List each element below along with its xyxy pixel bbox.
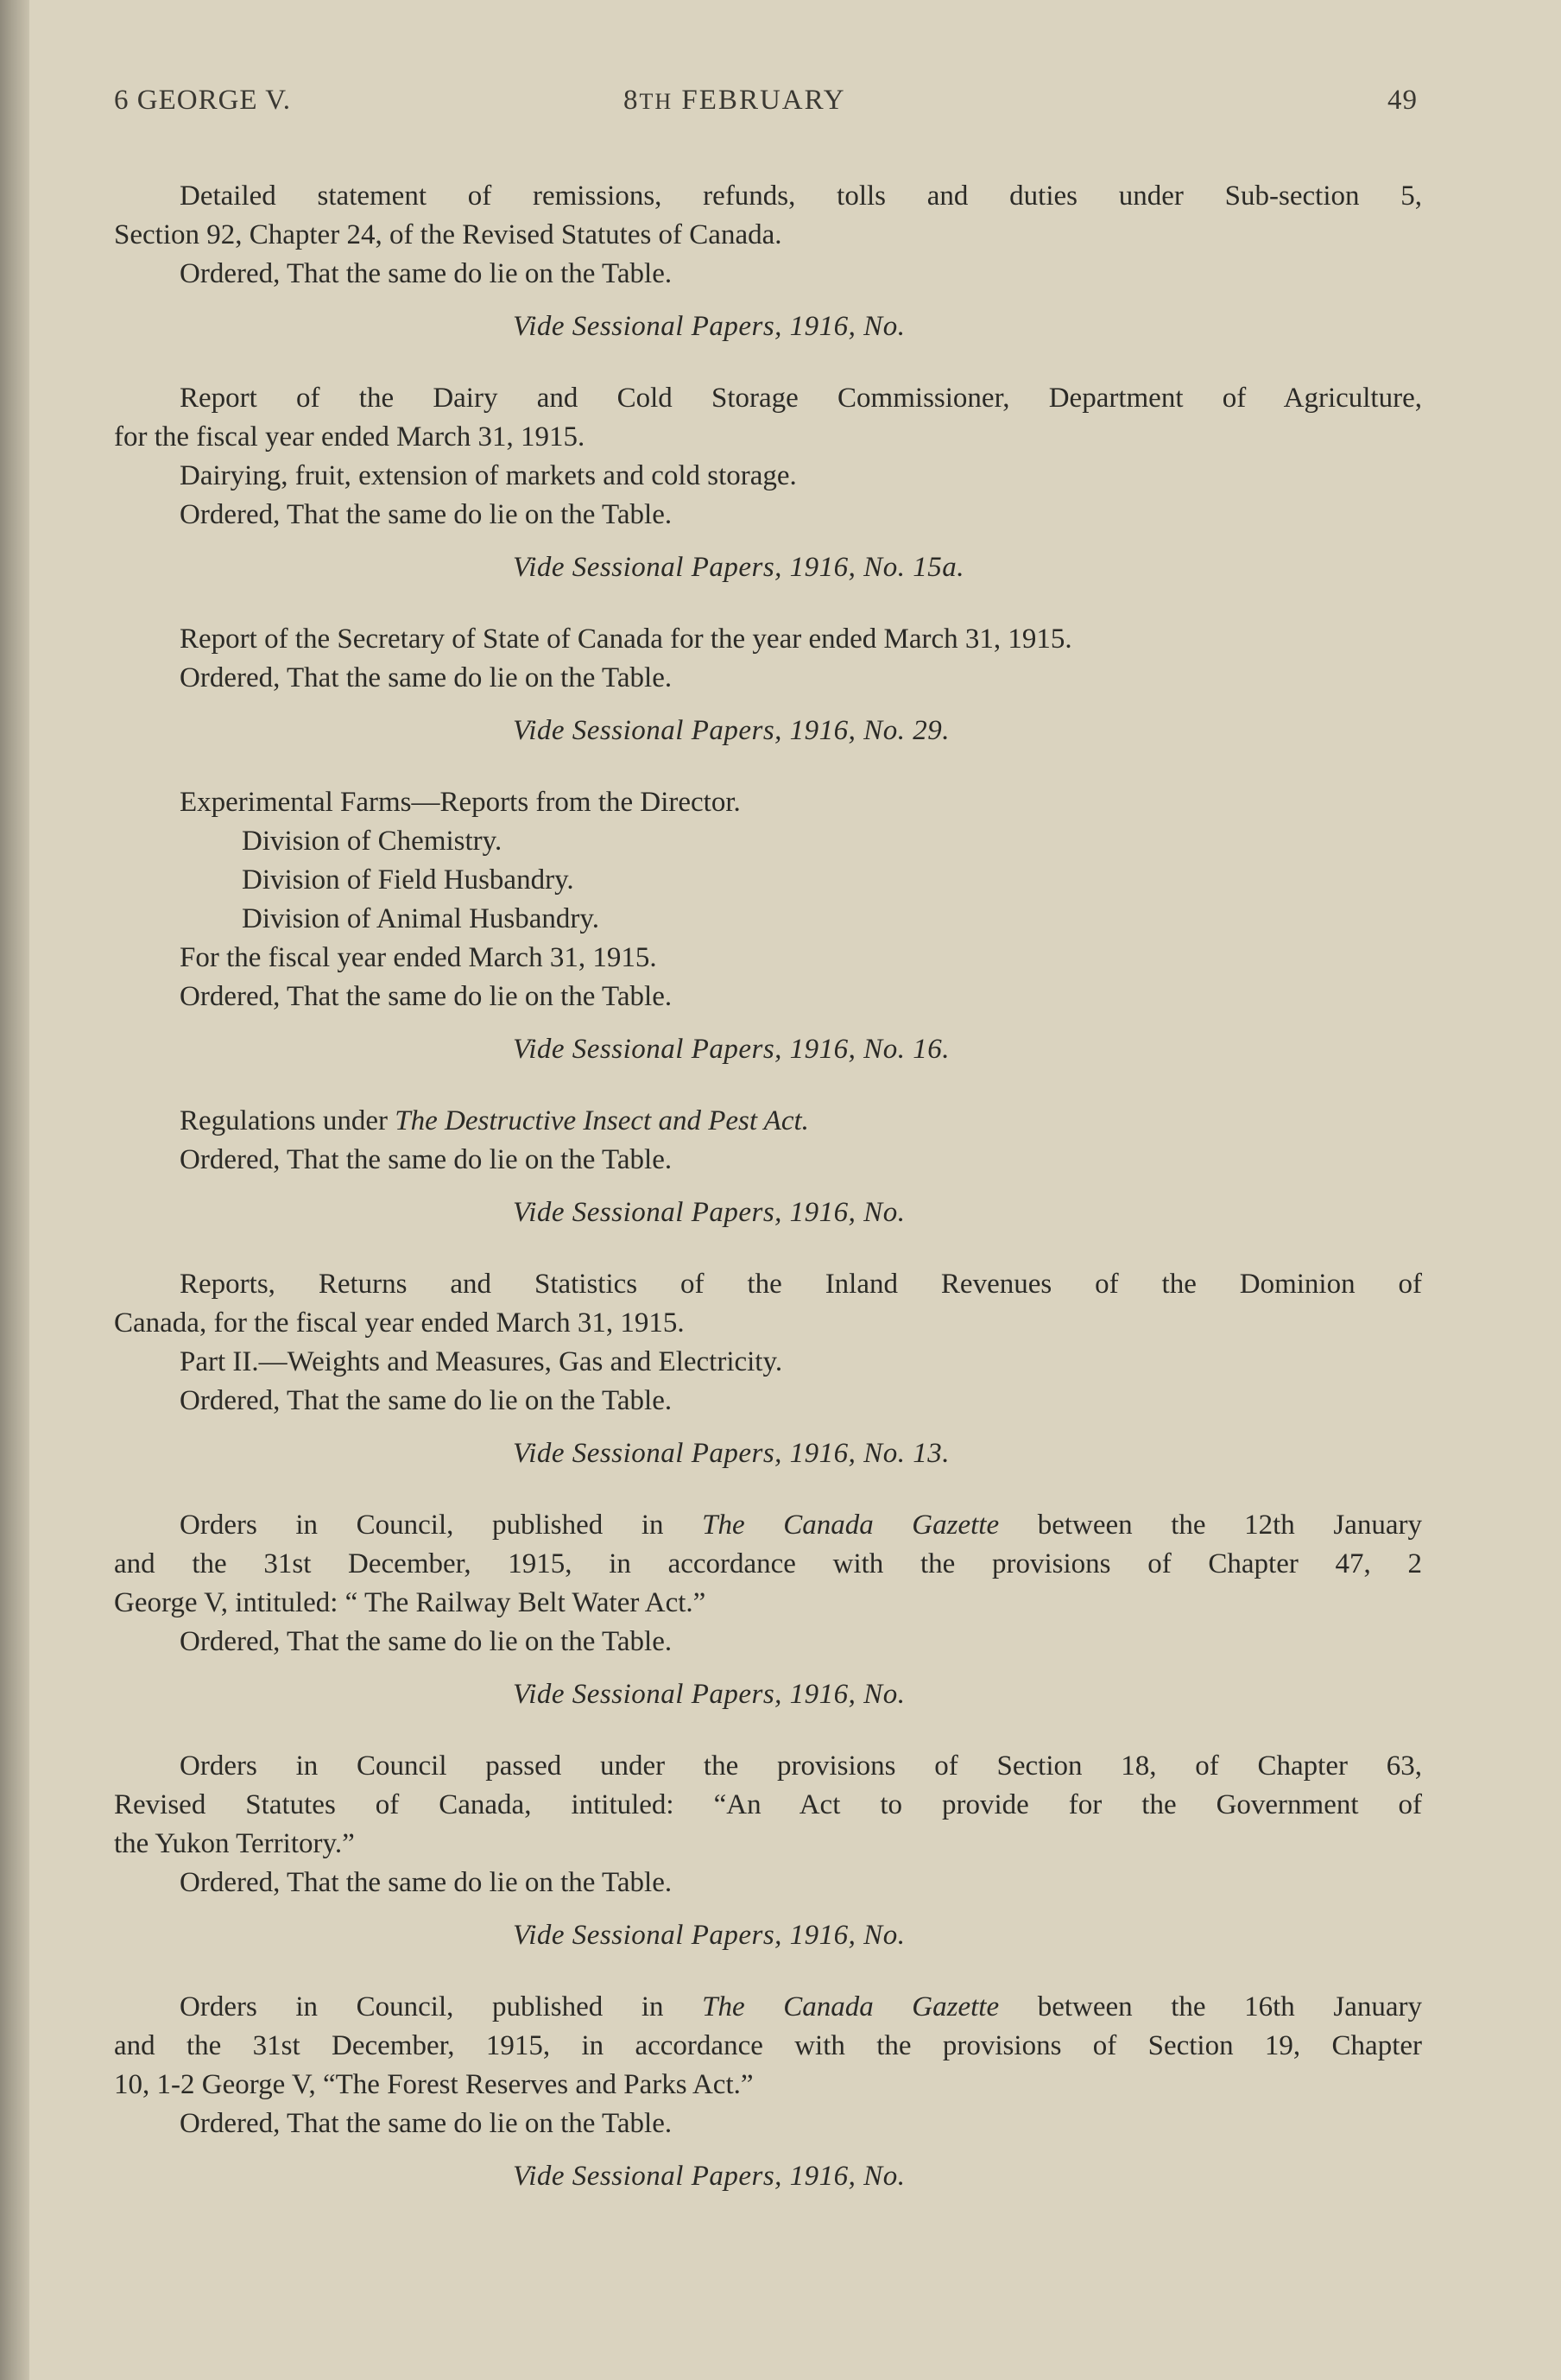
journal-body: [114, 177, 1422, 2229]
vide-reference: Vide Sessional Papers, 1916, No.: [513, 1920, 906, 1951]
ordered-line: Ordered, That the same do lie on the Table.: [180, 1385, 673, 1416]
ordered-line: Ordered, That the same do lie on the Table.: [180, 2108, 673, 2139]
header-date-day: 8: [623, 85, 640, 116]
entry-text-line: 10, 1-2 George V, “The Forest Reserves and Parks Act.”: [114, 2069, 754, 2100]
entry-text: Orders in Council, published in: [180, 1510, 703, 1541]
entry-text-line: [114, 1102, 1422, 1141]
entry-subline: Part II.—Weights and Measures, Gas and Electricity.: [180, 1346, 783, 1377]
gazette-title: The Canada Gazette: [702, 1510, 1000, 1541]
ordered-line: Ordered, That the same do lie on the Table.: [180, 1144, 673, 1175]
vide-reference: Vide Sessional Papers, 1916, No.: [513, 2161, 906, 2192]
ordered-line: Ordered, That the same do lie on the Table.: [180, 981, 673, 1012]
entry-text-line: [114, 1506, 1422, 1545]
division-line: Division of Chemistry.: [242, 826, 502, 857]
vide-reference: Vide Sessional Papers, 1916, No.: [513, 1197, 906, 1228]
entry-dairy-report: [114, 379, 1422, 587]
entry-text: between the 16th January: [999, 1991, 1422, 2022]
vide-reference: Vide Sessional Papers, 1916, No.: [513, 311, 906, 342]
ordered-line: Ordered, That the same do lie on the Table.: [180, 662, 673, 693]
period-line: For the fiscal year ended March 31, 1915.: [180, 942, 657, 973]
entry-text: Orders in Council, published in: [180, 1991, 703, 2022]
ordered-line: Ordered, That the same do lie on the Table.: [180, 1626, 673, 1657]
entry-text-line: the Yukon Territory.”: [114, 1828, 355, 1859]
running-header: [114, 85, 1418, 128]
ordered-line: Ordered, That the same do lie on the Table.: [180, 1867, 673, 1898]
entry-text-line: Section 92, Chapter 24, of the Revised Statutes of Canada.: [114, 219, 782, 250]
entry-text: between the 12th January: [999, 1510, 1422, 1541]
entry-text-line: Report of the Secretary of State of Canada for the year ended March 31, 1915.: [180, 623, 1072, 655]
entry-text-line: George V, intituled: “ The Railway Belt Water Act.”: [114, 1587, 706, 1618]
entry-text-line: and the 31st December, 1915, in accordance with the provisions of Section 19, Chapter: [114, 2030, 1422, 2061]
vide-reference: Vide Sessional Papers, 1916, No.: [513, 1679, 906, 1710]
entry-pest-act-regulations: [114, 1102, 1422, 1232]
header-date-suffix: TH: [639, 89, 673, 114]
entry-text-line: and the 31st December, 1915, in accordance with the provisions of Chapter 47, 2: [114, 1548, 1422, 1579]
entry-text-line: [114, 1988, 1422, 2027]
act-title: The Destructive Insect and Pest Act.: [395, 1105, 809, 1136]
entry-secretary-of-state: [114, 620, 1422, 750]
entry-text-line: Revised Statutes of Canada, intituled: “An Act to provide for the Government of: [114, 1789, 1422, 1820]
division-line: Division of Animal Husbandry.: [242, 903, 599, 934]
vide-reference: Vide Sessional Papers, 1916, No. 29.: [513, 715, 950, 746]
page-number: 49: [1387, 85, 1418, 116]
entry-text-line: Reports, Returns and Statistics of the Inland Revenues of the Dominion of: [180, 1269, 1422, 1300]
header-date: [623, 85, 846, 117]
entry-text: Regulations under: [180, 1105, 395, 1136]
entry-text-line: Orders in Council passed under the provisions of Section 18, of Chapter 63,: [180, 1750, 1422, 1782]
ordered-line: Ordered, That the same do lie on the Table.: [180, 499, 673, 530]
vide-reference: Vide Sessional Papers, 1916, No. 16.: [513, 1034, 950, 1065]
entry-text-line: Canada, for the fiscal year ended March 31, 1915.: [114, 1307, 685, 1339]
division-line: Division of Field Husbandry.: [242, 864, 574, 896]
gazette-title: The Canada Gazette: [702, 1991, 1000, 2022]
vide-reference: Vide Sessional Papers, 1916, No. 13.: [513, 1438, 950, 1469]
entry-yukon-orders: [114, 1747, 1422, 1955]
vide-reference: Vide Sessional Papers, 1916, No. 15a.: [513, 552, 964, 583]
header-date-month: FEBRUARY: [673, 85, 846, 116]
entry-forest-reserves-orders: [114, 1988, 1422, 2196]
binding-edge: [0, 0, 29, 2380]
entry-text-line: Report of the Dairy and Cold Storage Commissioner, Department of Agriculture,: [180, 383, 1422, 414]
entry-text-line: Experimental Farms—Reports from the Director.: [180, 787, 741, 818]
entry-railway-belt-orders: [114, 1506, 1422, 1714]
entry-remissions: [114, 177, 1422, 346]
header-session: 6 GEORGE V.: [114, 85, 292, 116]
ordered-line: Ordered, That the same do lie on the Table.: [180, 258, 673, 289]
entry-experimental-farms: [114, 783, 1422, 1069]
entry-inland-revenues: [114, 1265, 1422, 1473]
entry-text-line: Detailed statement of remissions, refunds, tolls and duties under Sub-section 5,: [180, 180, 1422, 212]
entry-subline: Dairying, fruit, extension of markets and cold storage.: [180, 460, 797, 491]
entry-text-line: for the fiscal year ended March 31, 1915.: [114, 421, 585, 453]
